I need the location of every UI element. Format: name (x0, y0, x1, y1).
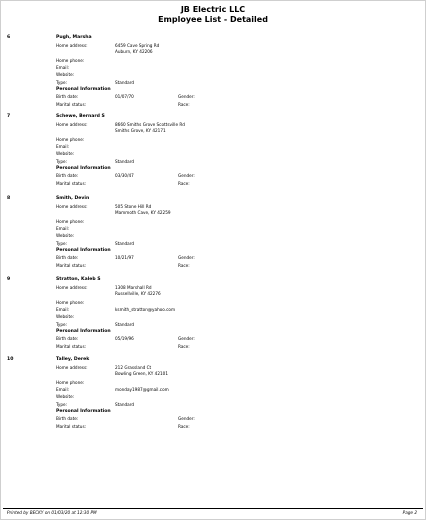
address-line-2: Russellville, KY 42276 (115, 291, 161, 296)
marital-status-label: Marital status: (56, 102, 87, 107)
type-label: Type: (56, 322, 68, 327)
type-value: Standard (115, 159, 135, 164)
address-line-1: 212 Grassland Ct (115, 365, 152, 370)
type-label: Type: (56, 80, 68, 85)
birth-date-label: Birth date: (56, 255, 79, 260)
email-value: ksmith_stratton@yahoo.com (115, 307, 176, 312)
company-name: JB Electric LLC (180, 5, 246, 14)
race-label: Race: (178, 263, 190, 268)
personal-info-heading: Personal Information (56, 87, 111, 92)
printed-by-text: Printed by BECKY on 01/03/20 at 12:30 PM (7, 510, 97, 515)
home-address-label: Home address: (56, 122, 88, 127)
marital-status-label: Marital status: (56, 344, 87, 349)
home-phone-label: Home phone: (56, 137, 85, 142)
gender-label: Gender: (178, 255, 195, 260)
race-label: Race: (178, 344, 190, 349)
birth-date-value: 10/21/97 (115, 255, 134, 260)
gender-label: Gender: (178, 336, 195, 341)
marital-status-label: Marital status: (56, 424, 87, 429)
birth-date-label: Birth date: (56, 173, 79, 178)
report-header (1, 5, 425, 25)
personal-info-heading: Personal Information (56, 248, 111, 253)
email-label: Email: (56, 226, 70, 231)
employee-number: 7 (7, 114, 11, 119)
home-address-label: Home address: (56, 204, 88, 209)
address-line-1: 6459 Cave Spring Rd (115, 43, 160, 48)
type-value: Standard (115, 322, 135, 327)
birth-date-value: 03/30/47 (115, 173, 134, 178)
birth-date-label: Birth date: (56, 94, 79, 99)
employee-number: 10 (7, 357, 14, 362)
email-value: monday1987@gmail.com (115, 387, 169, 392)
employee-entry (1, 35, 425, 111)
website-label: Website: (56, 233, 75, 238)
race-label: Race: (178, 181, 190, 186)
address-line-1: 8660 Smiths Grove Scottsville Rd (115, 122, 185, 127)
address-line-2: Bowling Green, KY 42101 (115, 371, 168, 376)
employee-number: 6 (7, 35, 11, 40)
website-label: Website: (56, 151, 75, 156)
home-phone-label: Home phone: (56, 58, 85, 63)
birth-date-label: Birth date: (56, 416, 79, 421)
birth-date-value: 01/07/70 (115, 94, 134, 99)
marital-status-label: Marital status: (56, 263, 87, 268)
gender-label: Gender: (178, 94, 195, 99)
employee-entry (1, 277, 425, 353)
employee-name: Pugh, Marsha (56, 35, 92, 40)
report-title: Employee List - Detailed (158, 15, 268, 24)
home-phone-label: Home phone: (56, 380, 85, 385)
type-value: Standard (115, 80, 135, 85)
email-label: Email: (56, 65, 70, 70)
address-line-2: Mammoth Cave, KY 42259 (115, 210, 171, 215)
footer-divider (3, 508, 423, 509)
website-label: Website: (56, 314, 75, 319)
website-label: Website: (56, 72, 75, 77)
gender-label: Gender: (178, 173, 195, 178)
type-value: Standard (115, 402, 135, 407)
address-line-2: Smiths Grove, KY 42171 (115, 128, 166, 133)
personal-info-heading: Personal Information (56, 166, 111, 171)
race-label: Race: (178, 424, 190, 429)
page-number: Page 2 (402, 510, 417, 515)
gender-label: Gender: (178, 416, 195, 421)
birth-date-label: Birth date: (56, 336, 79, 341)
marital-status-label: Marital status: (56, 181, 87, 186)
personal-info-heading: Personal Information (56, 329, 111, 334)
home-address-label: Home address: (56, 365, 88, 370)
website-label: Website: (56, 394, 75, 399)
employee-entry (1, 196, 425, 272)
home-address-label: Home address: (56, 285, 88, 290)
employee-name: Talley, Derek (56, 357, 90, 362)
employee-number: 8 (7, 196, 11, 201)
employee-name: Smith, Devin (56, 196, 90, 201)
home-address-label: Home address: (56, 43, 88, 48)
address-line-2: Auburn, KY 42206 (115, 49, 153, 54)
email-label: Email: (56, 144, 70, 149)
employee-name: Stratton, Kaleb S (56, 277, 101, 282)
email-label: Email: (56, 387, 70, 392)
email-label: Email: (56, 307, 70, 312)
address-line-1: 505 Stone Hill Rd (115, 204, 152, 209)
type-label: Type: (56, 241, 68, 246)
address-line-1: 1308 Marshall Rd (115, 285, 152, 290)
employee-entry (1, 114, 425, 190)
type-label: Type: (56, 402, 68, 407)
home-phone-label: Home phone: (56, 300, 85, 305)
type-label: Type: (56, 159, 68, 164)
home-phone-label: Home phone: (56, 219, 85, 224)
employee-number: 9 (7, 277, 11, 282)
birth-date-value: 05/19/96 (115, 336, 134, 341)
personal-info-heading: Personal Information (56, 409, 111, 414)
employee-entry (1, 357, 425, 433)
race-label: Race: (178, 102, 190, 107)
employee-name: Schewe, Bernard S (56, 114, 105, 119)
type-value: Standard (115, 241, 135, 246)
